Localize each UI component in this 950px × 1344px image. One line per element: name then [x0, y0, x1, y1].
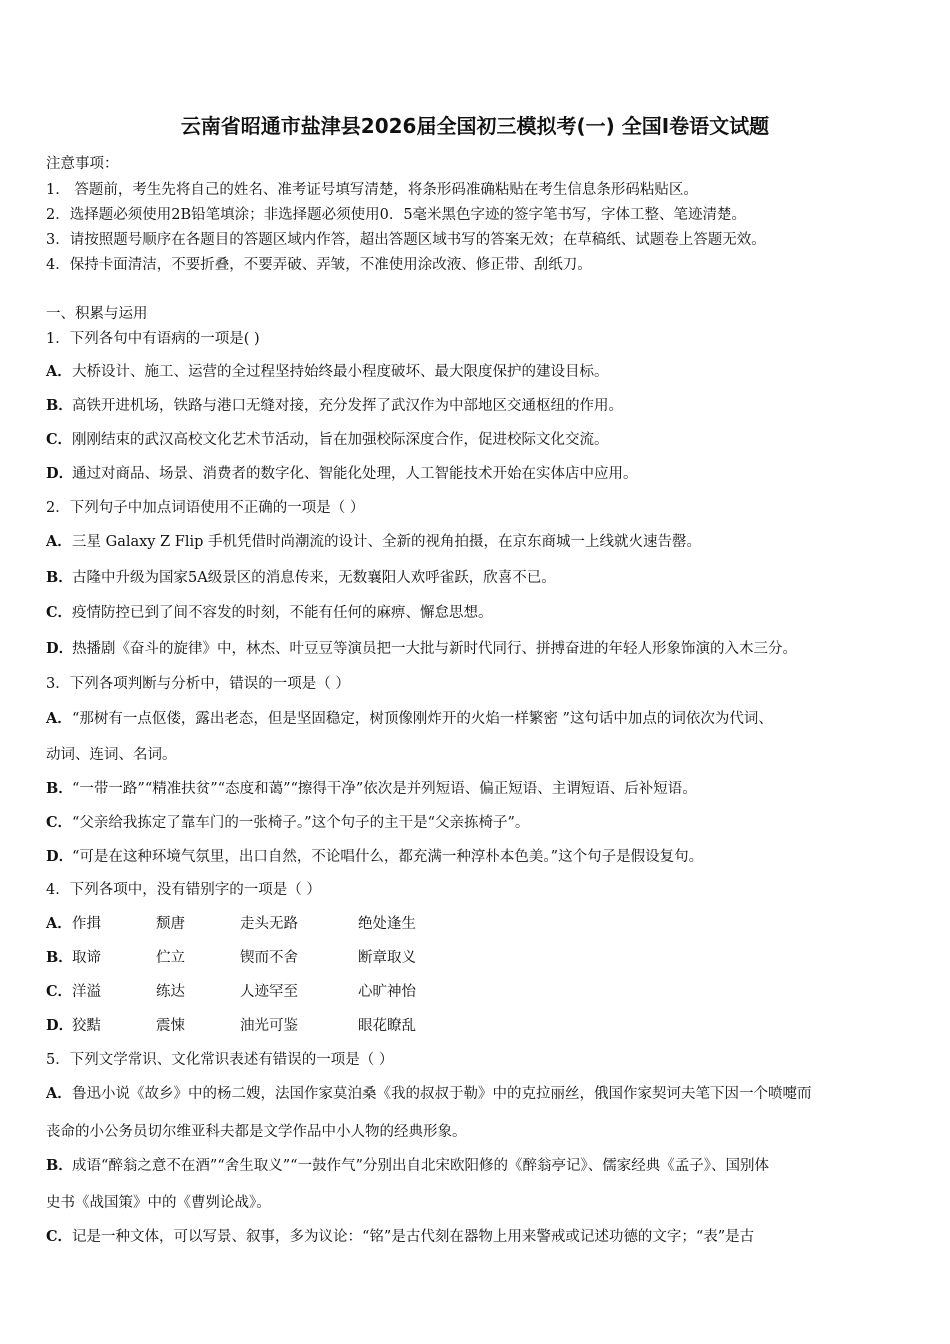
word: 颓唐 [156, 916, 185, 932]
option-label: B． [46, 1157, 73, 1174]
option-text: 刚刚结束的武汉高校文化艺术节活动，旨在加强校际深度合作，促进校际文化交流。 [72, 432, 609, 448]
option-text: 成语“醉翁之意不在酒”“舍生取义”“一鼓作气”分别出自北宋欧阳修的《醉翁亭记》、儒家经典《孟子》、国别体 [72, 1158, 769, 1174]
option-text: 高铁开进机场，铁路与港口无缝对接，充分发挥了武汉作为中部地区交通枢纽的作用。 [72, 398, 623, 414]
notes-heading: 注意事项： [46, 156, 119, 172]
option-line [46, 394, 623, 415]
option-label: C． [46, 431, 73, 448]
option-label: D． [46, 848, 74, 865]
word: 震悚 [156, 1018, 185, 1034]
option-continuation: 史书《战国策》中的《曹刿论战》。 [46, 1195, 271, 1211]
option-label: D． [46, 640, 74, 657]
option-line [46, 1014, 478, 1035]
option-continuation: 动词、连词、名词。 [46, 747, 177, 763]
word: 练达 [156, 984, 185, 1000]
question-stem: 3．下列各项判断与分析中，错误的一项是（ ） [46, 676, 350, 692]
question-stem: 4．下列各项中，没有错别字的一项是（ ） [46, 882, 321, 898]
option-text: 热播剧《奋斗的旋律》中，林杰、叶豆豆等演员把一大批与新时代同行、拼搏奋进的年轻人形象饰演的入木三分。 [72, 641, 797, 657]
option-line [46, 566, 556, 587]
option-label: A． [46, 710, 72, 727]
option-text: 疫情防控已到了间不容发的时刻，不能有任何的麻痹、懈怠思想。 [72, 605, 493, 621]
note-item: 2．选择题必须使用2B铅笔填涂；非选择题必须使用0．5毫米黑色字迹的签字笔书写，字体工整、笔迹清楚。 [46, 207, 747, 223]
option-label: B． [46, 397, 73, 414]
option-continuation: 丧命的小公务员切尔维亚科夫都是文学作品中小人物的经典形象。 [46, 1124, 467, 1140]
word: 取谛 [72, 950, 101, 966]
option-line [46, 601, 493, 622]
option-text: “可是在这种环境气氛里，出口自然，不论唱什么，都充满一种淳朴本色美。”这个句子是假设复句。 [72, 849, 704, 865]
option-text: 大桥设计、施工、运营的全过程坚持始终最小程度破坏、最大限度保护的建设目标。 [72, 364, 609, 380]
option-line [46, 811, 529, 832]
option-line [46, 462, 638, 483]
option-line [46, 980, 478, 1001]
option-line [46, 1082, 812, 1103]
page-title: 云南省昭通市盐津县2026届全国初三模拟考(一) 全国I卷语文试题 [180, 114, 770, 138]
option-label: B． [46, 569, 73, 586]
word: 走头无路 [240, 916, 298, 932]
option-text: “父亲给我拣定了靠车门的一张椅子。”这个句子的主干是“父亲拣椅子”。 [72, 815, 530, 831]
question-stem: 5．下列文学常识、文化常识表述有错误的一项是（ ） [46, 1052, 394, 1068]
option-text: 三星 Galaxy Z Flip 手机凭借时尚潮流的设计、全新的视角拍摄，在京东商城一上线就火速告罄。 [72, 534, 702, 550]
option-text: “那树有一点伛偻，露出老态，但是坚固稳定，树顶像刚炸开的火焰一样繁密 ”这句话中加点的词依次为代词、 [72, 711, 773, 727]
word: 断章取义 [358, 950, 416, 966]
option-text: 鲁迅小说《故乡》中的杨二嫂，法国作家莫泊桑《我的叔叔于勒》中的克拉丽丝，俄国作家契诃夫笔下因一个喷嚏而 [72, 1086, 812, 1102]
option-line [46, 360, 609, 381]
word: 洋溢 [72, 984, 101, 1000]
option-label: D． [46, 465, 74, 482]
option-label: C． [46, 983, 73, 1000]
option-label: B． [46, 949, 73, 966]
option-line [46, 1154, 769, 1175]
word: 伫立 [156, 950, 185, 966]
option-label: D． [46, 1017, 74, 1034]
option-line [46, 637, 797, 658]
word: 狡黠 [72, 1018, 101, 1034]
word: 锲而不舍 [240, 950, 298, 966]
option-label: A． [46, 915, 72, 932]
option-text: 记是一种文体，可以写景、叙事，多为议论：“铭”是古代刻在器物上用来警戒或记述功德的文字；“表”是古 [72, 1229, 755, 1245]
option-line [46, 777, 697, 798]
option-line [46, 707, 773, 728]
option-line [46, 1225, 754, 1246]
word: 作揖 [72, 916, 101, 932]
question-stem: 1．下列各句中有语病的一项是( ) [46, 331, 260, 347]
question-stem: 2．下列句子中加点词语使用不正确的一项是（ ） [46, 500, 365, 516]
option-line [46, 912, 478, 933]
option-line [46, 946, 478, 967]
option-text: “一带一路”“精准扶贫”“态度和蔼”“擦得干净”依次是并列短语、偏正短语、主谓短语、后补短语。 [72, 781, 697, 797]
section-heading: 一、积累与运用 [46, 306, 148, 322]
word: 油光可鉴 [240, 1018, 298, 1034]
option-label: C． [46, 814, 73, 831]
option-line [46, 530, 701, 551]
option-line [46, 428, 609, 449]
option-label: A． [46, 363, 72, 380]
word: 绝处逢生 [358, 916, 416, 932]
option-text: 通过对商品、场景、消费者的数字化、智能化处理，人工智能技术开始在实体店中应用。 [72, 466, 638, 482]
note-item: 3．请按照题号顺序在各题目的答题区域内作答，超出答题区域书写的答案无效；在草稿纸、试题卷上答题无效。 [46, 232, 766, 248]
option-label: A． [46, 1085, 72, 1102]
note-item: 4．保持卡面清洁，不要折叠，不要弄破、弄皱，不准使用涂改液、修正带、刮纸刀。 [46, 257, 592, 273]
word: 心旷神怡 [358, 984, 416, 1000]
option-label: C． [46, 604, 73, 621]
word: 眼花瞭乱 [358, 1018, 416, 1034]
word: 人迹罕至 [240, 984, 298, 1000]
option-label: A． [46, 533, 72, 550]
option-text: 古隆中升级为国家5A级景区的消息传来，无数襄阳人欢呼雀跃，欣喜不已。 [72, 570, 556, 586]
option-label: B． [46, 780, 73, 797]
option-label: C． [46, 1228, 73, 1245]
note-item: 1． 答题前，考生先将自己的姓名、准考证号填写清楚，将条形码准确粘贴在考生信息条形码粘贴区。 [46, 182, 698, 198]
option-line [46, 845, 703, 866]
